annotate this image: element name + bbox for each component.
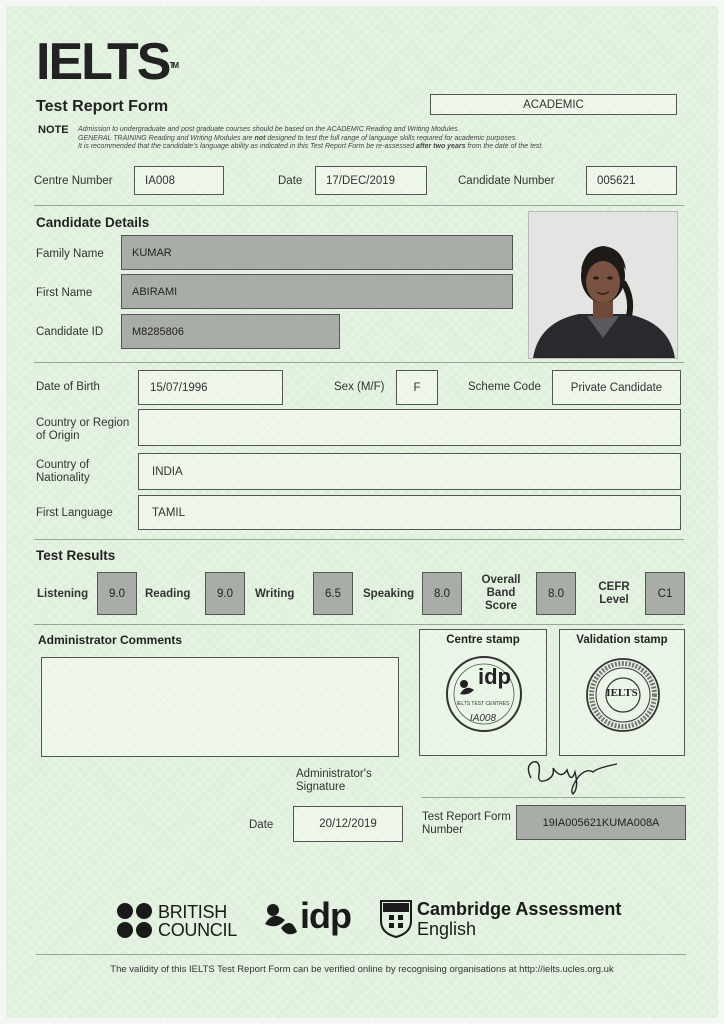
candidate-number-label: Candidate Number [458, 175, 555, 187]
candidate-number-value: 005621 [597, 174, 636, 187]
nationality-label: Country of Nationality [36, 459, 90, 484]
reading-label: Reading [145, 588, 191, 600]
ielts-logo [36, 33, 178, 91]
cefr-level-label: CEFR Level [598, 581, 630, 606]
admin-date-label: Date [249, 819, 274, 831]
listening-score: 9.0 [97, 572, 137, 615]
idp-logo: idp [300, 895, 351, 936]
note-line-2: GENERAL TRAINING Reading and Writing Modules are not designed to test the full range of language skills required for academic purposes. [78, 134, 518, 142]
divider [34, 205, 684, 206]
centre-number-value: IA008 [145, 174, 176, 187]
nationality-field [138, 453, 681, 490]
trf-number-field [516, 805, 686, 840]
writing-score: 6.5 [313, 572, 353, 615]
signature-icon [521, 750, 631, 796]
candidate-id-label: Candidate ID [36, 326, 104, 338]
validation-stamp-title: Validation stamp [576, 634, 668, 646]
cefr-level-score: C1 [645, 572, 685, 615]
country-origin-label: Country or Region of Origin [36, 417, 130, 442]
british-council-icon [116, 902, 154, 940]
family-name-field [121, 235, 513, 270]
divider [421, 797, 685, 798]
form-title: Test Report Form [36, 98, 169, 115]
first-language-value: TAMIL [152, 506, 186, 519]
validation-stamp-panel [559, 629, 685, 756]
first-language-field [138, 495, 681, 530]
centre-stamp-title: Centre stamp [446, 634, 520, 646]
idp-icon [263, 902, 299, 940]
speaking-score: 8.0 [422, 572, 462, 615]
test-results-title: Test Results [36, 548, 116, 563]
scheme-code-field [552, 370, 681, 405]
listening-label: Listening [37, 588, 89, 600]
admin-date-value: 20/12/2019 [319, 818, 377, 830]
note-line-3: It is recommended that the candidate's language ability as indicated in this Test Report Form be re-assessed after two years from the date of the test. [78, 143, 544, 150]
candidate-details-title: Candidate Details [36, 215, 150, 230]
dob-label: Date of Birth [36, 381, 100, 393]
centre-stamp-panel [419, 629, 547, 756]
note-line-1: Admission to undergraduate and post graduate courses should be based on the ACADEMIC Reading and Writing Modules. [78, 126, 460, 133]
nationality-value: INDIA [152, 465, 183, 478]
divider [34, 362, 684, 363]
validity-note: The validity of this IELTS Test Report Form can be verified online by recognising organisations at http://ielts.ucles.org.uk [110, 964, 614, 975]
candidate-id-field [121, 314, 340, 349]
portrait-icon [529, 212, 677, 358]
scheme-code-value: Private Candidate [570, 381, 663, 394]
candidate-id-value: M8285806 [132, 325, 184, 338]
sex-label: Sex (M/F) [334, 381, 385, 393]
speaking-label: Speaking [363, 588, 415, 600]
dob-field [138, 370, 283, 405]
trademark: TM [169, 61, 178, 70]
first-name-field [121, 274, 513, 309]
writing-label: Writing [255, 588, 295, 600]
note-label: NOTE [38, 124, 69, 136]
test-date-field [315, 166, 427, 195]
country-origin-field [138, 409, 681, 446]
test-date-value: 17/DEC/2019 [326, 174, 396, 187]
british-council-logo: BRITISH COUNCIL [158, 902, 237, 940]
module-value: ACADEMIC [523, 98, 584, 111]
centre-stamp-ring-text: IELTS TEST CENTRES [456, 701, 510, 707]
scheme-code-label: Scheme Code [468, 381, 541, 393]
admin-date-field [293, 806, 403, 842]
dob-value: 15/07/1996 [150, 381, 208, 394]
admin-signature-label: Administrator's Signature [296, 768, 372, 793]
cambridge-logo: Cambridge Assessment English [417, 899, 622, 939]
first-name-value: ABIRAMI [132, 285, 178, 298]
admin-comments-title: Administrator Comments [38, 633, 183, 647]
centre-number-label: Centre Number [34, 175, 113, 187]
divider [34, 624, 684, 625]
family-name-label: Family Name [36, 248, 104, 260]
validation-stamp-center: IELTS [606, 687, 638, 699]
divider [34, 539, 684, 540]
family-name-value: KUMAR [132, 246, 172, 259]
cambridge-shield-icon [379, 899, 413, 939]
date-label: Date [278, 175, 303, 187]
sex-value: F [413, 381, 421, 394]
test-report-form [6, 6, 718, 1018]
admin-comments-field [41, 657, 399, 757]
candidate-photo [528, 211, 678, 359]
ielts-logo-text: IELTS [36, 33, 170, 91]
module-box [430, 94, 677, 115]
overall-band-score: 8.0 [536, 572, 576, 615]
first-name-label: First Name [36, 287, 93, 299]
reading-score: 9.0 [205, 572, 245, 615]
centre-number-field [134, 166, 224, 195]
first-language-label: First Language [36, 507, 113, 519]
centre-stamp-code: IA008 [469, 713, 497, 724]
candidate-number-field [586, 166, 677, 195]
sex-field [396, 370, 438, 405]
trf-number-value: 19IA005621KUMA008A [542, 816, 660, 829]
trf-number-label: Test Report Form Number [422, 811, 511, 836]
note-text [78, 126, 708, 152]
centre-stamp-brand: idp [478, 664, 511, 689]
overall-band-label: Overall Band Score [481, 574, 521, 612]
divider [36, 954, 686, 955]
